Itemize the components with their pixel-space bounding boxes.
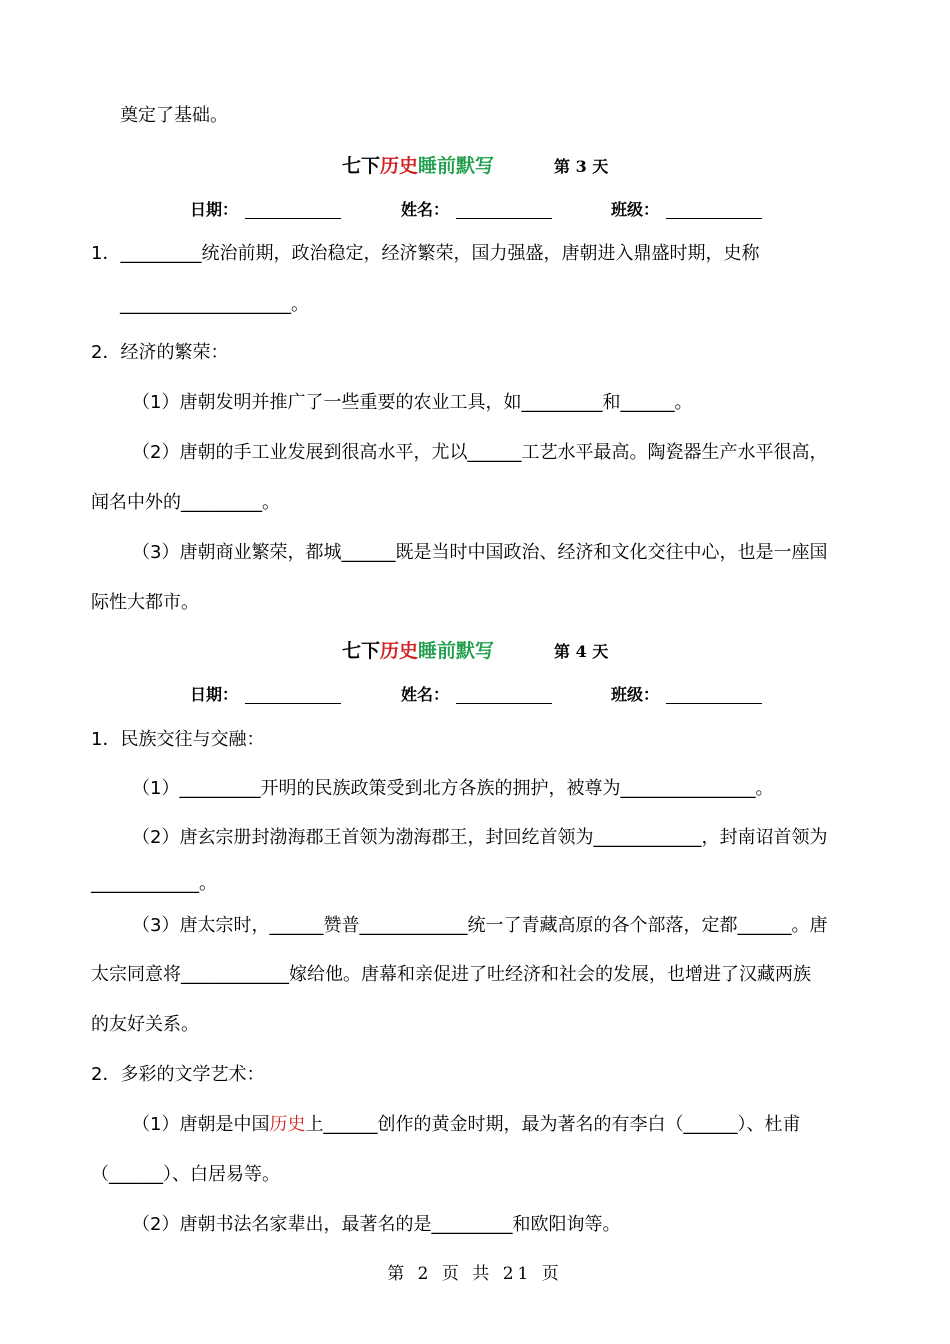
class-blank[interactable]	[666, 218, 762, 219]
name-blank[interactable]	[456, 218, 552, 219]
page-footer: 第 2 页 共 21 页	[387, 1264, 563, 1284]
question-line: （2）唐朝的手工业发展到很高水平，尤以______工艺水平最高。陶瓷器生产水平很高，	[132, 442, 828, 463]
section-title-day3	[342, 154, 494, 178]
title-part-grade: 七下	[342, 155, 381, 177]
question-line: （2）唐朝书法名家辈出，最著名的是_________和欧阳询等。	[132, 1214, 621, 1235]
section-title-day4	[342, 639, 494, 663]
question-line-literature	[132, 1113, 800, 1137]
question-line: ___________________。	[120, 294, 309, 315]
date-blank[interactable]	[245, 703, 341, 704]
question-line: 际性大都市。	[91, 592, 199, 613]
name-label: 姓名：	[401, 200, 450, 219]
title-part-bedtime: 睡前默写	[418, 640, 495, 662]
question-line: 1．_________统治前期，政治稳定，经济繁荣，国力强盛，唐朝进入鼎盛时期，史称	[91, 243, 760, 264]
day-label-3: 第 3 天	[554, 157, 609, 176]
question-line: 1．民族交往与交融：	[91, 729, 265, 750]
lit-text-highlight: 历史	[269, 1114, 306, 1135]
question-line: 太宗同意将____________嫁给他。唐幕和亲促进了吐经济和社会的发展，也增进了汉藏两族	[91, 964, 811, 985]
name-blank[interactable]	[456, 703, 552, 704]
question-line: ____________。	[91, 873, 217, 894]
lit-text-before: （1）唐朝是中国	[132, 1114, 270, 1135]
question-line: （3）唐太宗时，______赞普____________统一了青藏高原的各个部落，定都______。唐	[132, 915, 828, 936]
title-part-subject: 历史	[380, 155, 419, 177]
class-label: 班级：	[611, 200, 660, 219]
carry-over-text: 奠定了基础。	[120, 105, 228, 126]
question-line: 2．经济的繁荣：	[91, 342, 229, 363]
question-line: 2．多彩的文学艺术：	[91, 1064, 265, 1085]
day-label-4: 第 4 天	[554, 642, 609, 661]
question-line: 的友好关系。	[91, 1014, 199, 1035]
title-part-grade: 七下	[342, 640, 381, 662]
title-part-bedtime: 睡前默写	[418, 155, 495, 177]
question-line: （3）唐朝商业繁荣，都城______既是当时中国政治、经济和文化交往中心，也是一座国	[132, 542, 828, 563]
date-blank[interactable]	[245, 218, 341, 219]
date-label: 日期：	[190, 685, 239, 704]
class-blank[interactable]	[666, 703, 762, 704]
question-line: （______）、白居易等。	[91, 1164, 280, 1185]
class-label: 班级：	[611, 685, 660, 704]
question-line: 闻名中外的_________。	[91, 492, 280, 513]
lit-text-after: 上______创作的黄金时期，最为著名的有李白（______）、杜甫	[305, 1114, 801, 1135]
question-line: （1）_________开明的民族政策受到北方各族的拥护，被尊为_______________。	[132, 778, 774, 799]
question-line: （2）唐玄宗册封渤海郡王首领为渤海郡王，封回纥首领为____________，封南诏首领为	[132, 827, 828, 848]
name-label: 姓名：	[401, 685, 450, 704]
title-part-subject: 历史	[380, 640, 419, 662]
question-line: （1）唐朝发明并推广了一些重要的农业工具，如_________和______。	[132, 392, 693, 413]
date-label: 日期：	[190, 200, 239, 219]
